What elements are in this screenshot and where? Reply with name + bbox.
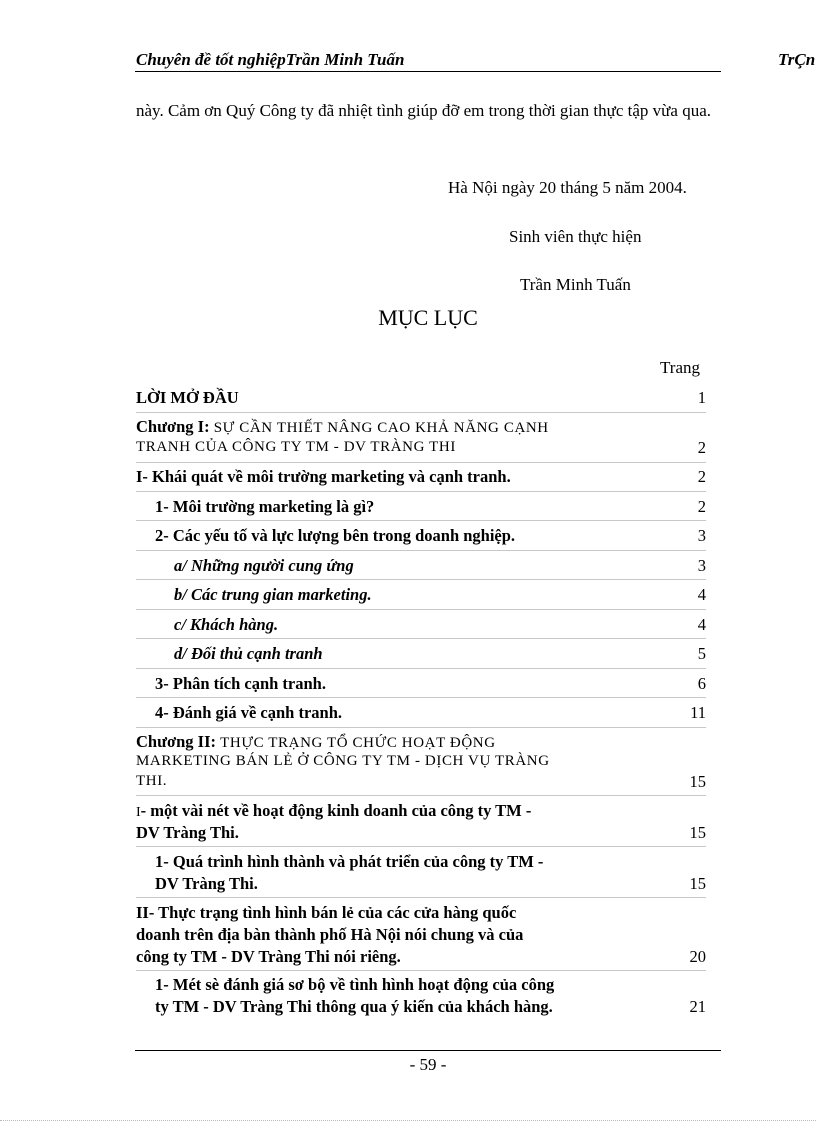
toc-divider [136,520,706,521]
toc-entry-title: 1- Quá trình hình thành và phát triển của công ty TM - [155,852,544,871]
toc-entry-title: d/ Đối thủ cạnh tranh [174,644,323,663]
header-rule [135,71,721,72]
toc-entry-page: 2 [697,467,706,486]
toc-divider [136,609,706,610]
signer-name: Trần Minh Tuấn [520,275,631,294]
toc-entry-page: 6 [697,674,706,693]
toc-divider [136,412,706,413]
toc-entry-title-cont: THI. [136,773,168,789]
toc-entry-page: 3 [697,526,706,545]
toc-entry-page: 11 [690,703,706,722]
toc-entry-title: 2- Các yếu tố và lực lượng bên trong doanh nghiệp. [155,526,516,545]
toc-divider [136,727,706,728]
toc-entry-title: THỰC TRẠNG TỔ CHỨC HOẠT ĐỘNG [220,735,496,751]
toc-entry-title: II- Thực trạng tình hình bán lẻ của các cửa hàng quốc [136,903,517,922]
toc-entry-page: 2 [697,438,706,457]
toc-entry-page: 4 [697,585,706,604]
toc-entry-page: 21 [689,997,706,1016]
toc-entry-title: - một vài nét về hoạt động kinh doanh của công ty TM - [140,801,532,820]
signer-role: Sinh viên thực hiện [509,227,642,246]
toc-entry-page: 20 [689,947,706,966]
running-header-left: Chuyên đề tốt nghiệpTrần Minh Tuấn [136,50,405,69]
toc-entry-page: 15 [689,772,706,791]
toc-entry-page: 1 [697,388,706,407]
toc-entry-title: 1- Môi trường marketing là gì? [155,497,375,516]
toc-entry-title: 3- Phân tích cạnh tranh. [155,674,326,693]
toc-entry-title: I- Khái quát về môi trường marketing và cạnh tranh. [136,467,511,486]
closing-paragraph: này. Cảm ơn Quý Công ty đã nhiệt tình giúp đỡ em trong thời gian thực tập vừa qua. [136,101,711,120]
toc-entry-title: c/ Khách hàng. [174,615,279,634]
toc-entry-title-cont: TRANH CỦA CÔNG TY TM - DV TRÀNG THI [136,439,456,455]
date-line: Hà Nội ngày 20 tháng 5 năm 2004. [448,178,687,197]
toc-entry-page: 15 [689,823,706,842]
toc-entry-title: b/ Các trung gian marketing. [174,585,372,604]
toc-divider [136,579,706,580]
toc-divider [136,550,706,551]
toc-divider [136,795,706,796]
toc-divider [136,697,706,698]
toc-divider [136,668,706,669]
toc-entry-page: 2 [697,497,706,516]
toc-divider [136,462,706,463]
toc-entry-page: 5 [697,644,706,663]
toc-divider [136,897,706,898]
toc-entry-page: 4 [697,615,706,634]
toc-divider [136,491,706,492]
toc-entry-title-cont: doanh trên địa bàn thành phố Hà Nội nói chung và của [136,925,524,944]
toc-divider [136,970,706,971]
toc-entry-title-cont: DV Tràng Thi. [155,874,258,893]
toc-title: MỤC LỤC [378,305,478,330]
page-number: - 59 - [409,1055,447,1074]
toc-divider [136,638,706,639]
toc-entry-title-cont: MARKETING BÁN LẺ Ở CÔNG TY TM - DỊCH VỤ TRÀNG [136,753,550,769]
toc-divider [136,846,706,847]
toc-entry-title: LỜI MỞ ĐẦU [136,388,239,407]
toc-entry-title-cont: DV Tràng Thi. [136,823,239,842]
toc-entry-title: SỰ CẦN THIẾT NÂNG CAO KHẢ NĂNG CẠNH [213,420,549,436]
page-edge [0,1120,816,1121]
toc-entry-title-cont: công ty TM - DV Tràng Thi nói riêng. [136,947,401,966]
toc-entry-title-cont: ty TM - DV Tràng Thi thông qua ý kiến của khách hàng. [155,997,553,1016]
toc-page-column-header: Trang [660,358,700,377]
running-header-right: TrÇn [778,50,816,69]
footer-rule [135,1050,721,1051]
toc-entry-title: a/ Những người cung ứng [174,556,354,575]
toc-entry-page: 15 [689,874,706,893]
toc-entry-title: 1- Mét sè đánh giá sơ bộ về tình hình hoạt động của công [155,975,555,994]
toc-entry-title: 4- Đánh giá về cạnh tranh. [155,703,343,722]
toc-entry-page: 3 [697,556,706,575]
